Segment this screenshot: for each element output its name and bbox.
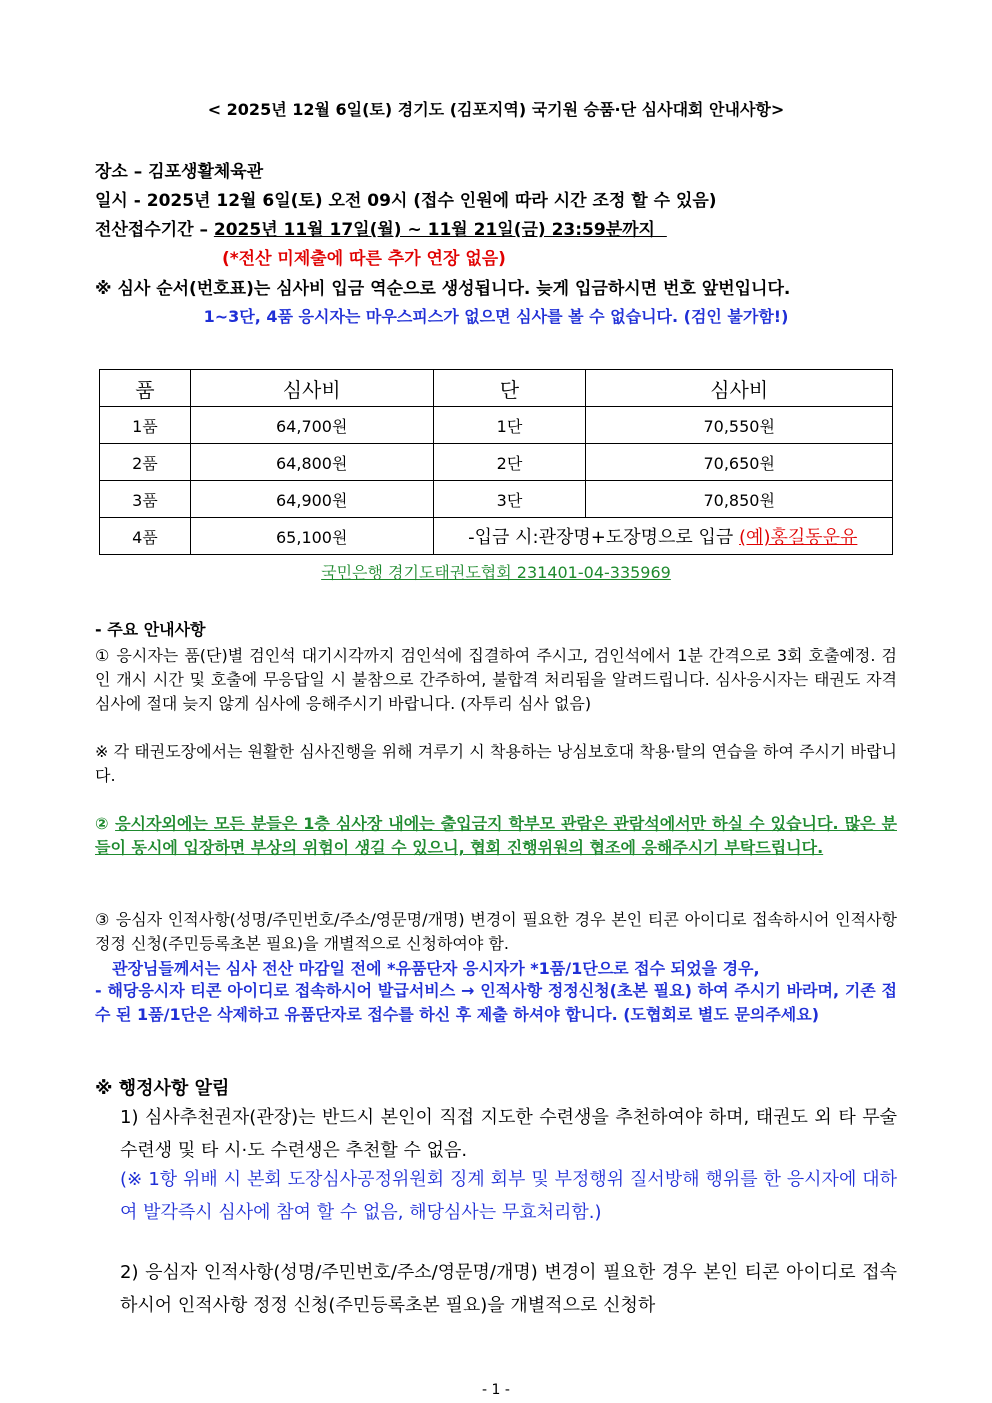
period-label: 전산접수기간 – [95,220,214,240]
period-line [95,215,667,240]
no-extension-note: (*전산 미제출에 따른 추가 연장 없음) [222,249,506,269]
fee-table [99,369,893,555]
admin-item-1: 1) 심사추천권자(관장)는 반드시 본인이 직접 지도한 수련생을 추천하여야 하며, 태권도 외 타 무술 수련생 및 타 시·도 수련생은 추천할 수 없음. [120,1107,897,1161]
cell-poom: 3품 [100,481,191,518]
notice-1: ① 응시자는 품(단)별 검인석 대기시각까지 검인석에 집결하여 주시고, 검인석에서 1분 간격으로 3회 호출예정. 검인 개시 시간 및 호출에 무응답일 시 불참으로 간주하여, 불합격 처리됨을 알려드립니다. 심사응시자는 태권도 자격심사에 절대 늦지 않게 심사에 응해주시기 바랍니다. (자투리 심사 없음) [95,646,897,713]
notices-heading: - 주요 안내사항 [95,620,206,639]
table-row [100,407,893,444]
table-row [100,444,893,481]
place-line: 장소 – 김포생활체육관 [95,162,264,182]
cell-poom: 2품 [100,444,191,481]
cell-fee: 64,800원 [190,444,433,481]
cell-fee: 65,100원 [190,518,433,555]
header-poom: 품 [100,370,191,407]
cell-fee: 70,850원 [586,481,893,518]
admin-item-1-note: (※ 1항 위배 시 본회 도장심사공정위원회 징계 회부 및 부정행위 질서방해 행위를 한 응시자에 대하여 발각즉시 심사에 참여 할 수 없음, 해당심사는 무효처리함.) [120,1169,897,1223]
notice-1-sub: ※ 각 태권도장에서는 원활한 심사진행을 위해 겨루기 시 착용하는 낭심보호대 착용·탈의 연습을 하여 주시기 바랍니다. [95,742,897,785]
datetime-line: 일시 - 2025년 12월 6일(토) 오전 09시 (접수 인원에 따라 시간 조정 할 수 있음) [95,191,717,211]
notice-3-blue-2: - 해당응시자 티콘 아이디로 접속하시어 발급서비스 → 인적사항 정정신청(초본 필요) 하여 주시기 바라며, 기존 접수 된 1품/1단은 삭제하고 유품단자로 접수를 하신 후 제출 하셔야 합니다. (도협회로 별도 문의주세요) [95,981,897,1024]
fee-table-header [100,370,893,407]
deposit-note-cell [433,518,892,555]
header-fee: 심사비 [190,370,433,407]
table-row [100,518,893,555]
admin-heading: ※ 행정사항 알림 [95,1078,230,1099]
cell-fee: 64,900원 [190,481,433,518]
order-notice: ※ 심사 순서(번호표)는 심사비 입금 역순으로 생성됩니다. 늦게 입금하시면 번호 앞번입니다. [95,279,791,299]
mouthpiece-notice: 1~3단, 4품 응시자는 마우스피스가 없으면 심사를 볼 수 없습니다. (검인 불가함!) [203,307,789,326]
deposit-example: (예)홍길동운유 [739,527,858,548]
deposit-note: -입금 시:관장명+도장명으로 입금 [468,527,740,548]
admin-item-2: 2) 응심자 인적사항(성명/주민번호/주소/영문명/개명) 변경이 필요한 경우 본인 티콘 아이디로 접속하시어 인적사항 정정 신청(주민등록초본 필요)을 개별적으로 신청하 [120,1262,897,1316]
header-dan: 단 [433,370,586,407]
header-fee: 심사비 [586,370,893,407]
notice-3: ③ 응심자 인적사항(성명/주민번호/주소/영문명/개명) 변경이 필요한 경우 본인 티콘 아이디로 접속하시어 인적사항 정정 신청(주민등록초본 필요)을 개별적으로 신청하여야 함. [95,910,897,953]
cell-fee: 70,550원 [586,407,893,444]
bank-account: 국민은행 경기도태권도협회 231401-04-335969 [321,563,671,582]
notice-3-blue-1: 관장님들께서는 심사 전산 마감일 전에 *유품단자 응시자가 *1품/1단으로 접수 되었을 경우, [112,959,760,978]
cell-dan: 3단 [433,481,586,518]
cell-poom: 1품 [100,407,191,444]
table-row [100,481,893,518]
cell-dan: 2단 [433,444,586,481]
cell-fee: 70,650원 [586,444,893,481]
notice-2 [95,812,897,860]
period-value: 2025년 11월 17일(월) ~ 11월 21일(금) 23:59분까지 [213,220,655,240]
cell-fee: 64,700원 [190,407,433,444]
notice-2-number: ② [95,814,116,833]
notice-2-text: 응시자외에는 모든 분들은 1층 심사장 내에는 출입금지 학부모 관람은 관람석에서만 하실 수 있습니다. 많은 분들이 동시에 입장하면 부상의 위험이 생길 수 있으니, 협회 진행위원의 협조에 응해주시기 부탁드립니다. [95,814,897,857]
cell-dan: 1단 [433,407,586,444]
page-number: - 1 - [482,1382,510,1398]
cell-poom: 4품 [100,518,191,555]
page-title: < 2025년 12월 6일(토) 경기도 (김포지역) 국기원 승품·단 심사대회 안내사항> [207,100,785,119]
